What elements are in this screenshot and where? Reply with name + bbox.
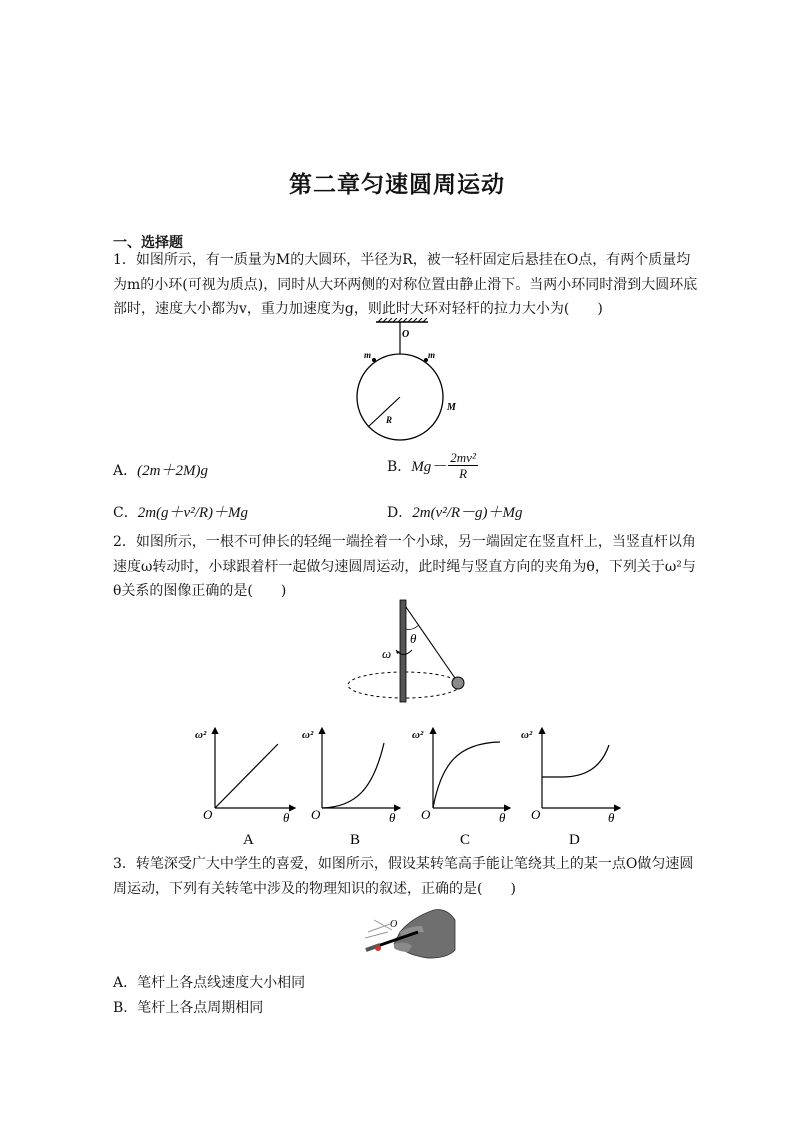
graph-b-curve [322, 743, 384, 808]
vertical-pole [400, 600, 406, 702]
option-a-expr: (2m＋2M)g [137, 463, 208, 479]
graph-a-xlabel: θ [283, 810, 290, 825]
ball [452, 677, 464, 689]
fraction-numerator: 2mv² [450, 450, 476, 465]
q3-option-b[interactable]: B．笔杆上各点周期相同 [113, 1000, 264, 1016]
graph-c-xlabel: θ [499, 810, 506, 825]
graph-a-curve [215, 744, 278, 808]
radius-line [368, 397, 400, 427]
graph-a [195, 728, 295, 848]
graph-d-ylabel: ω² [521, 729, 533, 741]
graph-c [412, 728, 510, 848]
option-d-expr: 2m(v²/R－g)＋Mg [412, 505, 523, 521]
graph-c-label: C [460, 832, 471, 848]
graph-b-origin: O [311, 807, 321, 822]
graph-a-ylabel: ω² [195, 729, 207, 741]
option-b-expr: Mg－ [411, 459, 447, 475]
q1-option-d[interactable] [387, 501, 523, 522]
graph-d-label: D [569, 832, 580, 848]
question-2-text: 2．如图所示，一根不可伸长的轻绳一端拴着一个小球，另一端固定在竖直杆上，当竖直杆以角速度ω转动时，小球跟着杆一起做匀速圆周运动，此时绳与竖直方向的夹角为θ，下列关于ω²与θ关系的图像正确的是( ) [113, 534, 696, 599]
question-1-figure [340, 318, 470, 444]
graph-b-xlabel: θ [389, 810, 396, 825]
omega-label: ω [382, 646, 392, 661]
pen-tip [375, 945, 381, 951]
question-1-text: 1．如图所示，有一质量为M的大圆环，半径为R，被一轻杆固定后悬挂在O点，有两个质量均为m的小环(可视为质点)，同时从大环两侧的对称位置由静止滑下。当两小环同时滑到大圆环底部时，速度大小都为v，重力加速度为g，则此时大环对轻杆的拉力大小为( ) [113, 252, 698, 317]
section-heading: 一、选择题 [113, 235, 183, 251]
small-ring-left [372, 358, 376, 362]
graph-c-curve [433, 742, 500, 808]
graph-d [521, 728, 620, 848]
graph-a-label: A [243, 832, 254, 848]
mass-m-right-label: m [428, 350, 436, 360]
mass-m-left-label: m [364, 350, 372, 360]
option-c-label: C． [113, 505, 138, 521]
point-o-label: O [390, 919, 398, 930]
graph-d-origin: O [531, 807, 541, 822]
graph-d-curve [542, 745, 609, 777]
question-2-figure [340, 597, 480, 707]
graph-b-label: B [350, 832, 361, 848]
q1-option-b[interactable] [387, 450, 478, 481]
angle-arc [406, 625, 419, 630]
graph-b [302, 728, 400, 848]
motion-blur [365, 920, 392, 938]
q1-option-c[interactable] [113, 501, 248, 522]
question-3-text: 3．转笔深受广大中学生的喜爱，如图所示，假设某转笔高手能让笔绕其上的某一点O做匀速圆周运动，下列有关转笔中涉及的物理知识的叙述，正确的是( ) [113, 856, 694, 897]
option-c-expr: 2m(g＋v²/R)＋Mg [137, 505, 249, 521]
q3-option-a[interactable]: A．笔杆上各点线速度大小相同 [113, 975, 306, 991]
graph-c-origin: O [421, 807, 431, 822]
point-o-label: O [402, 329, 410, 340]
page-title: 第二章匀速圆周运动 [289, 171, 505, 198]
fraction-denominator: R [459, 466, 468, 481]
graph-c-ylabel: ω² [412, 729, 424, 741]
option-b-label: B． [387, 458, 412, 475]
q1-option-a[interactable] [113, 459, 208, 480]
option-b-fraction [448, 450, 478, 481]
radius-r-label: R [386, 415, 393, 425]
question-3-figure [360, 902, 458, 964]
option-a-label: A． [113, 463, 138, 479]
graph-b-ylabel: ω² [302, 729, 314, 741]
option-d-label: D． [387, 505, 413, 521]
graph-d-xlabel: θ [608, 810, 615, 825]
graph-a-origin: O [203, 807, 213, 822]
theta-label: θ [410, 631, 417, 646]
mass-big-m-label: M [447, 402, 456, 413]
answer-graphs [195, 720, 625, 850]
